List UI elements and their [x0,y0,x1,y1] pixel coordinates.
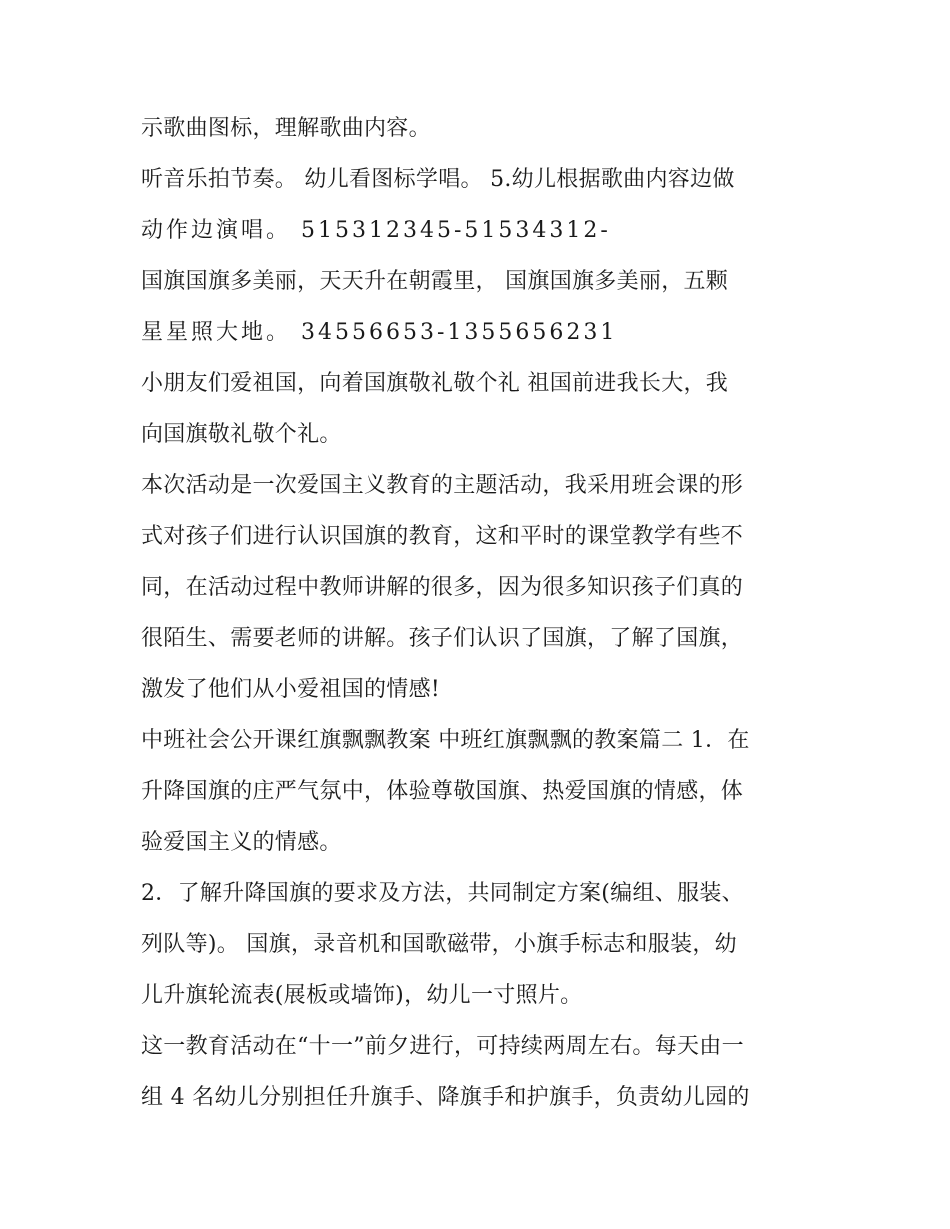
text-line: 动作边演唱。 515312345-51534312- [141,218,611,243]
text-line: 儿升旗轮流表(展板或墙饰)，幼儿一寸照片。 [141,983,583,1008]
text-line: 向国旗敬礼敬个礼。 [141,422,342,447]
text-line: 同，在活动过程中教师讲解的很多，因为很多知识孩子们真的 [141,575,744,600]
text-line: 这一教育活动在“十一”前夕进行，可持续两周左右。每天由一 [141,1034,744,1059]
text-line: 国旗国旗多美丽，天天升在朝霞里， 国旗国旗多美丽，五颗 [141,269,729,294]
text-line: 列队等)。 国旗，录音机和国歌磁带，小旗手标志和服装，幼 [141,932,737,957]
text-line: 听音乐拍节奏。 幼儿看图标学唱。 5.幼儿根据歌曲内容边做 [141,167,735,192]
text-line: 中班社会公开课红旗飘飘教案 中班红旗飘飘的教案篇二 1．在 [141,728,750,753]
document-body [141,103,821,1123]
text-line: 2．了解升降国旗的要求及方法，共同制定方案(编组、服装、 [141,881,744,906]
text-line: 示歌曲图标，理解歌曲内容。 [141,116,431,141]
text-line: 式对孩子们进行认识国旗的教育，这和平时的课堂教学有些不 [141,524,744,549]
text-line: 小朋友们爱祖国，向着国旗敬礼敬个礼 祖国前进我长大，我 [141,371,729,396]
text-line: 星星照大地。 34556653-1355656231 [141,320,618,345]
text-line: 验爱国主义的情感。 [141,830,342,855]
text-line: 本次活动是一次爱国主义教育的主题活动，我采用班会课的形 [141,473,744,498]
text-line: 组 4 名幼儿分别担任升旗手、降旗手和护旗手，负责幼儿园的 [141,1085,750,1110]
text-line: 激发了他们从小爱祖国的情感! [141,677,441,702]
text-line: 很陌生、需要老师的讲解。孩子们认识了国旗，了解了国旗， [141,626,744,651]
text-line: 升降国旗的庄严气氛中，体验尊敬国旗、热爱国旗的情感，体 [141,779,744,804]
